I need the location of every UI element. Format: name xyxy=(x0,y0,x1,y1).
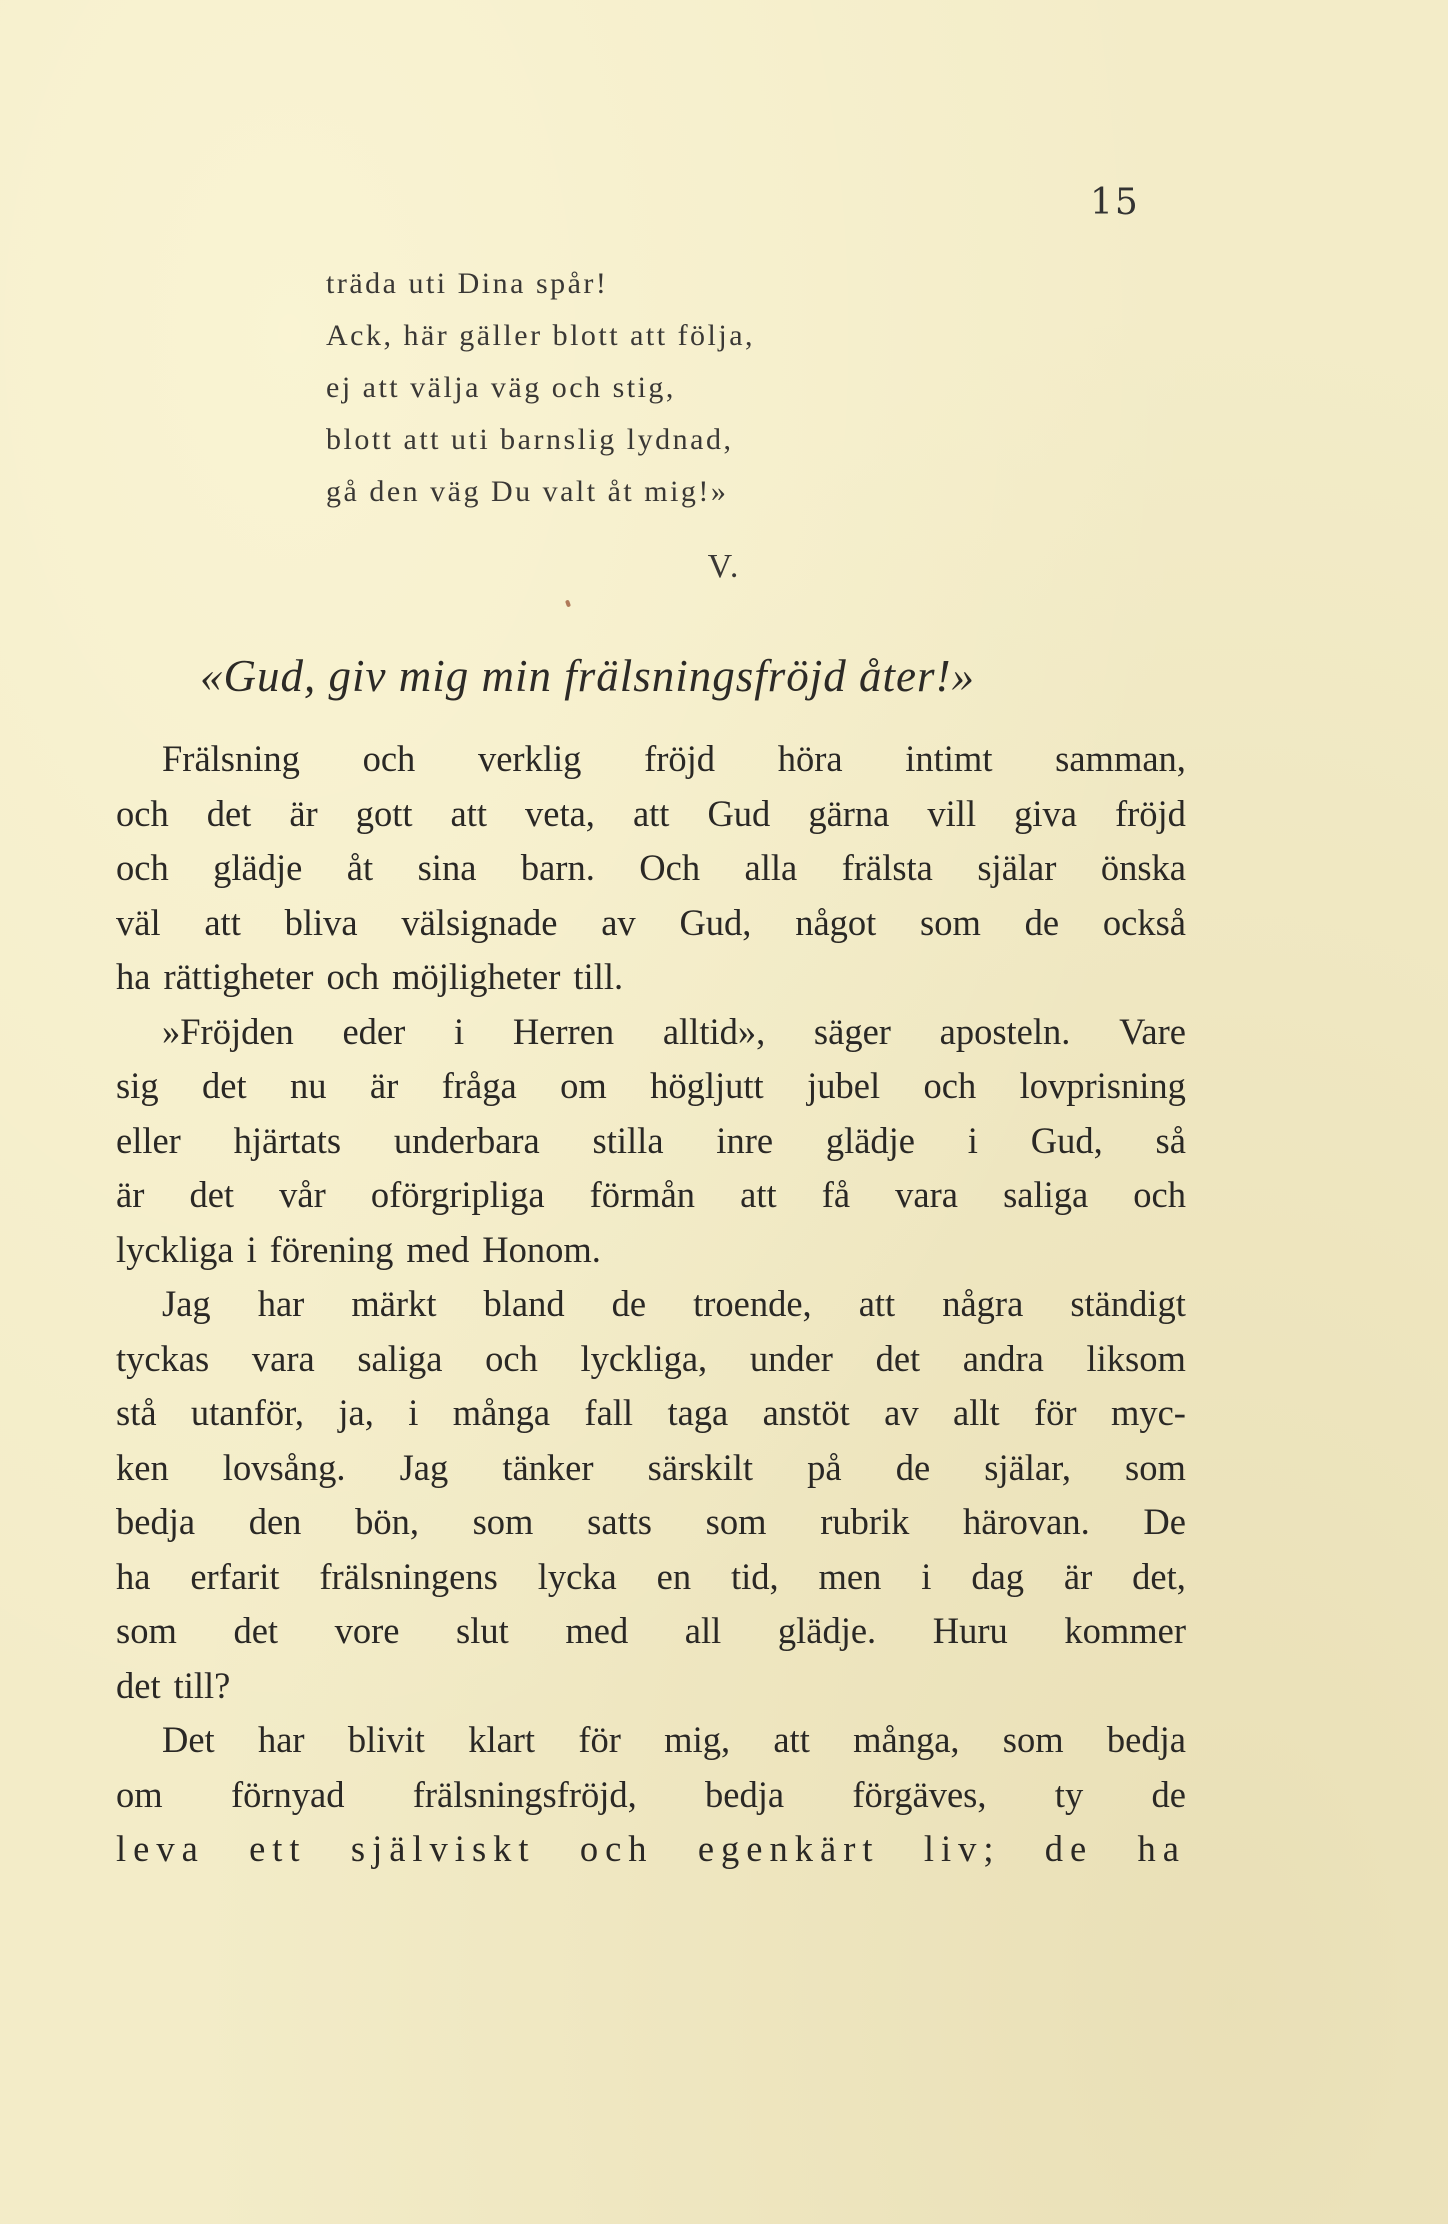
text-line xyxy=(116,1659,1186,1714)
word: också xyxy=(1102,901,1186,943)
word: fall xyxy=(584,1392,634,1433)
word: förening xyxy=(269,1228,394,1270)
word: Honom. xyxy=(482,1228,601,1270)
word: inre xyxy=(716,1119,774,1161)
text-line xyxy=(116,1277,1186,1332)
word: tänker xyxy=(502,1446,594,1488)
word: förnyad xyxy=(230,1773,345,1815)
word: att xyxy=(450,792,487,834)
word: vore xyxy=(334,1610,400,1651)
word: en xyxy=(656,1555,692,1597)
word: myc- xyxy=(1110,1392,1186,1433)
word: glädje xyxy=(825,1119,916,1161)
word: har xyxy=(257,1283,305,1324)
word: i xyxy=(246,1228,257,1270)
word: de xyxy=(1024,901,1060,943)
word: väl xyxy=(116,901,161,943)
word: oförgripliga xyxy=(370,1174,545,1215)
word: och xyxy=(923,1065,977,1106)
word: stå xyxy=(116,1392,157,1433)
word: under xyxy=(749,1337,833,1379)
word: som xyxy=(472,1501,534,1542)
page-number: 15 xyxy=(1090,182,1140,223)
word: och xyxy=(116,847,169,888)
word: själviskt xyxy=(350,1828,536,1869)
word: ken xyxy=(116,1446,169,1488)
word: högljutt xyxy=(650,1065,764,1106)
word: ha xyxy=(116,956,151,997)
word: Gud, xyxy=(679,901,752,943)
word: i xyxy=(921,1555,932,1597)
text-line xyxy=(116,1386,1186,1441)
word: eder xyxy=(342,1010,406,1052)
text-line xyxy=(116,1550,1186,1605)
word: frälsta xyxy=(841,847,933,888)
word: själar, xyxy=(984,1446,1071,1488)
word: taga xyxy=(667,1392,729,1433)
word: vill xyxy=(927,792,977,834)
word: det xyxy=(875,1337,921,1379)
word: är xyxy=(116,1174,145,1215)
word: är xyxy=(1063,1555,1093,1597)
word: »Fröjden xyxy=(162,1010,294,1052)
word: i xyxy=(967,1119,978,1161)
word: som xyxy=(116,1610,177,1651)
word: underbara xyxy=(393,1119,540,1161)
word: barn. xyxy=(520,847,595,888)
word: andra xyxy=(962,1337,1044,1379)
word: märkt xyxy=(351,1283,437,1324)
word: några xyxy=(942,1283,1024,1324)
word: ha xyxy=(1137,1828,1186,1869)
word: av xyxy=(884,1392,919,1433)
word: ja, xyxy=(338,1392,374,1433)
word: giva xyxy=(1014,792,1077,834)
word: all xyxy=(684,1610,722,1651)
word: stilla xyxy=(592,1119,664,1161)
word: ty xyxy=(1054,1773,1084,1815)
word: bedja xyxy=(1106,1719,1186,1760)
word: det xyxy=(206,792,252,834)
word: allt xyxy=(953,1392,1000,1433)
word: lyckliga, xyxy=(580,1337,708,1379)
word: frälsningsfröjd, xyxy=(412,1773,637,1815)
word: det xyxy=(116,1664,161,1706)
word: så xyxy=(1155,1119,1186,1161)
poem-line: gå den väg Du valt åt mig!» xyxy=(326,475,729,508)
word: jubel xyxy=(807,1065,881,1106)
word: lovprisning xyxy=(1019,1065,1186,1106)
word: hjärtats xyxy=(233,1119,342,1161)
text-line xyxy=(116,896,1186,951)
word: intimt xyxy=(905,738,993,779)
word: på xyxy=(807,1446,842,1488)
word: egenkärt xyxy=(697,1828,880,1869)
word: lycka xyxy=(537,1555,617,1597)
word: samman, xyxy=(1055,738,1186,779)
word: glädje xyxy=(213,847,303,888)
word: Gud, xyxy=(1030,1119,1103,1161)
word: få xyxy=(821,1174,851,1215)
word: som xyxy=(1125,1446,1186,1488)
word: och xyxy=(326,956,380,997)
word: saliga xyxy=(1003,1174,1089,1215)
word: De xyxy=(1143,1501,1186,1542)
text-line xyxy=(116,1768,1186,1823)
word: den xyxy=(248,1501,302,1542)
word: bliva xyxy=(284,901,358,943)
word: ha xyxy=(116,1555,151,1597)
word: Och xyxy=(639,847,701,888)
word: höra xyxy=(777,738,843,779)
text-line xyxy=(116,787,1186,842)
word: de xyxy=(1151,1773,1186,1815)
word: kommer xyxy=(1064,1610,1186,1651)
word: alla xyxy=(744,847,798,888)
word: bedja xyxy=(116,1501,196,1542)
poem-stanza xyxy=(326,258,755,518)
word: och xyxy=(579,1828,654,1869)
word: Det xyxy=(162,1719,215,1760)
word: med xyxy=(565,1610,629,1651)
word: bland xyxy=(483,1283,565,1324)
word: de xyxy=(611,1283,647,1324)
word: fröjd xyxy=(644,738,716,779)
text-line xyxy=(116,1822,1186,1877)
word: och xyxy=(1133,1174,1186,1215)
word: möjligheter xyxy=(392,956,561,997)
word: anstöt xyxy=(762,1392,850,1433)
word: ett xyxy=(249,1828,307,1869)
word: klart xyxy=(468,1719,536,1760)
word: att xyxy=(204,901,241,943)
word: vara xyxy=(895,1174,958,1215)
word: säger xyxy=(813,1010,891,1052)
word: det xyxy=(202,1065,247,1106)
word: saliga xyxy=(357,1337,443,1379)
poem-line: träda uti Dina spår! xyxy=(326,267,609,300)
word: som xyxy=(920,901,981,943)
text-line xyxy=(116,1441,1186,1496)
word: det, xyxy=(1132,1555,1186,1597)
word: det xyxy=(233,1610,279,1651)
word: fröjd xyxy=(1114,792,1186,834)
text-line xyxy=(116,1059,1186,1114)
word: välsignade xyxy=(401,901,558,943)
word: eller xyxy=(116,1119,181,1161)
word: mig, xyxy=(664,1719,731,1760)
word: alltid», xyxy=(662,1010,766,1052)
word: liksom xyxy=(1086,1337,1186,1379)
word: Frälsning xyxy=(162,738,300,779)
word: förgäves, xyxy=(852,1773,987,1815)
poem-line: ej att välja väg och stig, xyxy=(326,371,676,404)
word: många xyxy=(452,1392,551,1433)
word: vara xyxy=(251,1337,315,1379)
word: är xyxy=(369,1065,399,1106)
word: dag xyxy=(971,1555,1025,1597)
word: för xyxy=(578,1719,621,1760)
word: de xyxy=(895,1446,931,1488)
word: åt xyxy=(346,847,374,888)
word: troende, xyxy=(693,1283,812,1324)
word: särskilt xyxy=(647,1446,754,1488)
word: Herren xyxy=(512,1010,615,1052)
word: Gud xyxy=(707,792,771,834)
word: utanför, xyxy=(190,1392,304,1433)
word: och xyxy=(485,1337,538,1379)
text-line xyxy=(116,1713,1186,1768)
word: härovan. xyxy=(963,1501,1090,1542)
word: liv; xyxy=(923,1828,1001,1869)
poem-line: blott att uti barnslig lydnad, xyxy=(326,423,734,456)
word: om xyxy=(560,1065,607,1106)
word: i xyxy=(408,1392,419,1433)
word: vår xyxy=(279,1174,326,1215)
poem-line: Ack, här gäller blott att följa, xyxy=(326,319,756,352)
word: är xyxy=(289,792,318,834)
text-line xyxy=(116,1495,1186,1550)
word: något xyxy=(795,901,877,943)
word: lyckliga xyxy=(116,1228,234,1270)
word: tyckas xyxy=(116,1337,210,1379)
word: blivit xyxy=(347,1719,425,1760)
word: rättigheter xyxy=(163,956,314,997)
word: ständigt xyxy=(1070,1283,1186,1324)
word: att xyxy=(773,1719,810,1760)
ink-speck xyxy=(565,600,571,608)
word: men xyxy=(818,1555,882,1597)
word: gärna xyxy=(808,792,890,834)
word: med xyxy=(406,1228,470,1270)
word: verklig xyxy=(477,738,582,779)
text-line xyxy=(116,1223,1186,1278)
word: önska xyxy=(1100,847,1186,888)
word: och xyxy=(362,738,416,779)
word: att xyxy=(858,1283,896,1324)
text-line xyxy=(116,950,1186,1005)
word: för xyxy=(1034,1392,1077,1433)
word: om xyxy=(116,1773,163,1815)
word: det xyxy=(189,1174,235,1215)
text-line xyxy=(116,732,1186,787)
word: Jag xyxy=(399,1446,449,1488)
word: som xyxy=(705,1501,767,1542)
word: de xyxy=(1044,1828,1094,1869)
word: har xyxy=(257,1719,305,1760)
word: aposteln. xyxy=(939,1010,1071,1052)
word: Jag xyxy=(162,1283,211,1324)
word: erfarit xyxy=(190,1555,280,1597)
word: satts xyxy=(587,1501,653,1542)
word: Vare xyxy=(1119,1010,1186,1052)
word: slut xyxy=(456,1610,509,1651)
word: själar xyxy=(977,847,1057,888)
word: nu xyxy=(290,1065,327,1106)
text-line xyxy=(116,1114,1186,1169)
word: glädje. xyxy=(777,1610,877,1651)
word: många, xyxy=(853,1719,960,1760)
word: leva xyxy=(116,1828,205,1869)
text-line xyxy=(116,841,1186,896)
text-line xyxy=(116,1604,1186,1659)
word: till? xyxy=(173,1664,231,1706)
section-heading: «Gud, giv mig min frälsningsfröjd åter!» xyxy=(200,651,976,701)
text-line xyxy=(116,1332,1186,1387)
word: till. xyxy=(573,956,624,997)
word: att xyxy=(740,1174,777,1215)
word: bedja xyxy=(705,1773,785,1815)
word: att xyxy=(632,792,670,834)
word: förmån xyxy=(589,1174,696,1215)
text-line xyxy=(116,1005,1186,1060)
word: bön, xyxy=(355,1501,419,1542)
word: sig xyxy=(116,1065,159,1106)
word: Huru xyxy=(932,1610,1008,1651)
word: gott xyxy=(355,792,413,834)
word: sina xyxy=(417,847,477,888)
word: av xyxy=(601,901,636,943)
text-line xyxy=(116,1168,1186,1223)
section-numeral: V. xyxy=(707,548,741,585)
word: veta, xyxy=(525,792,595,834)
word: rubrik xyxy=(820,1501,910,1542)
word: och xyxy=(116,792,169,834)
word: lovsång. xyxy=(222,1446,346,1488)
word: fråga xyxy=(441,1065,517,1106)
word: som xyxy=(1002,1719,1064,1760)
word: tid, xyxy=(730,1555,779,1597)
word: i xyxy=(453,1010,465,1052)
word: frälsningens xyxy=(319,1555,498,1597)
body-text xyxy=(116,732,1186,1877)
